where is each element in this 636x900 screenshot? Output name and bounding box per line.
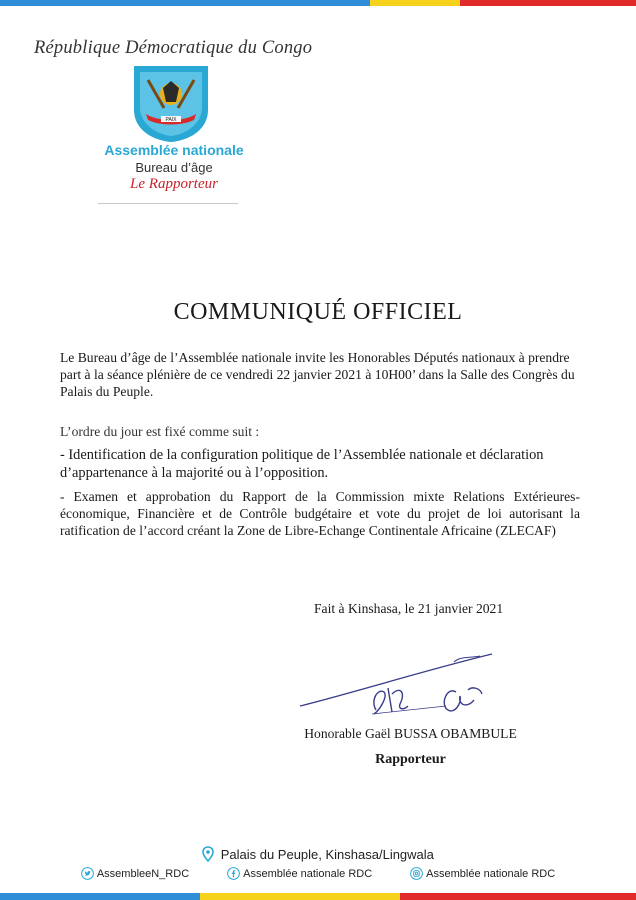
twitter-handle: AssembleeN_RDC (96, 867, 190, 880)
stripe-yellow (370, 0, 460, 6)
bottom-flag-stripe (0, 893, 636, 900)
handwritten-signature (296, 648, 526, 718)
social-twitter[interactable] (81, 867, 189, 880)
stripe-blue (0, 893, 200, 900)
assembly-name: Assemblée nationale (104, 142, 244, 158)
twitter-icon (81, 867, 94, 880)
stripe-blue (0, 0, 370, 6)
map-pin-icon (202, 846, 214, 862)
signer-name: Honorable Gaël BUSSA OBAMBULE (304, 726, 517, 741)
agenda-item-2: - Examen et approbation du Rapport de la Commission mixte Relations Extérieures-économique, Financière et de Contrôle budgétaire et vote du projet de loi autorisant la ratification de l’accord créant la Zone de Libre-Echange Continentale Africaine (ZLECAF) (60, 489, 580, 538)
intro-paragraph: Le Bureau d’âge de l’Assemblée nationale invite les Honorables Députés nationaux à prendre part à la séance plénière de ce vendredi 22 janvier 2021 à 10H00’ dans la Salle des Congrès du Palais du Peuple. (60, 350, 575, 399)
footer-address (0, 846, 636, 862)
document-title: COMMUNIQUÉ OFFICIEL (173, 299, 463, 325)
instagram-account: Assemblée nationale RDC (426, 867, 556, 880)
stripe-red (400, 893, 636, 900)
emblem-motto: PAIX (165, 117, 177, 123)
stripe-yellow (200, 893, 400, 900)
social-facebook[interactable] (227, 867, 372, 880)
agenda-item-1: - Identification de la configuration politique de l’Assemblée nationale et déclaration d’appartenance à la majorité ou à l’opposition. (60, 447, 544, 481)
signer-role: Rapporteur (375, 752, 446, 767)
facebook-page: Assemblée nationale RDC (243, 867, 373, 880)
republic-name: République Démocratique du Congo (34, 38, 313, 58)
social-instagram[interactable] (410, 867, 555, 880)
header-divider (98, 203, 238, 204)
agenda-label: L’ordre du jour est fixé comme suit : (60, 424, 260, 439)
instagram-icon (410, 867, 423, 880)
bureau-name: Bureau d’âge (135, 160, 213, 175)
office-name: Le Rapporteur (130, 176, 218, 192)
stripe-red (460, 0, 636, 6)
place-date: Fait à Kinshasa, le 21 janvier 2021 (314, 601, 504, 616)
facebook-icon (227, 867, 240, 880)
top-flag-stripe (0, 0, 636, 6)
address-text: Palais du Peuple, Kinshasa/Lingwala (220, 847, 434, 862)
letterhead (34, 38, 314, 192)
social-links (0, 867, 636, 880)
drc-coat-of-arms-icon (130, 64, 212, 144)
